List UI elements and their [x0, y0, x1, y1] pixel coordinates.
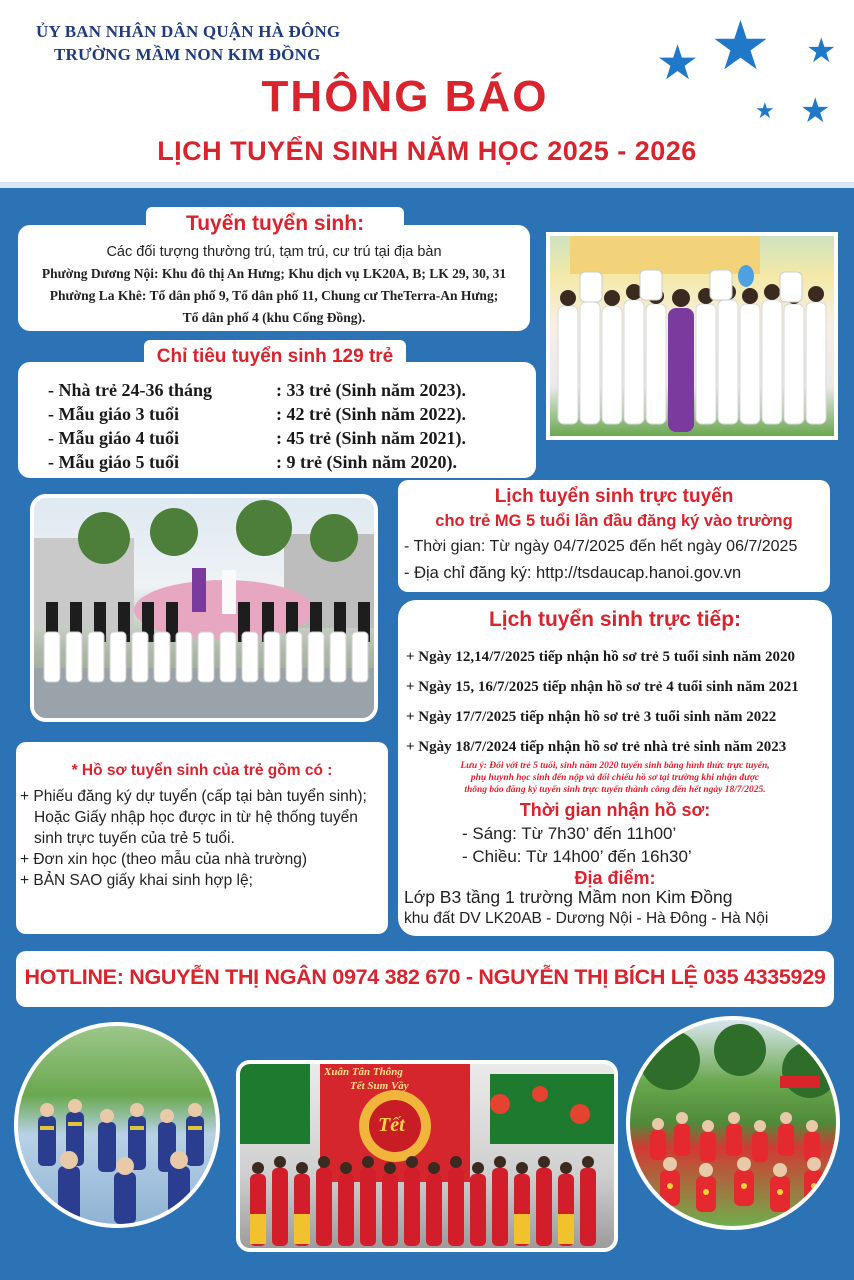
- org-line-2: TRƯỜNG MẦM NON KIM ĐỒNG: [54, 45, 321, 64]
- enrollment-line: Các đối tượng thường trú, tạm trú, cư trú tại địa bàn: [106, 244, 442, 260]
- page-title: THÔNG BÁO: [261, 72, 549, 121]
- documents-line: Hoặc Giấy nhập học được in từ hệ thống tuyển: [34, 809, 358, 826]
- documents-line: + Phiếu đăng ký dự tuyển (cấp tại bàn tuyển sinh);: [20, 788, 367, 805]
- direct-schedule-box: [398, 600, 832, 936]
- hotline-text: HOTLINE: NGUYỄN THỊ NGÂN 0974 382 670 - NGUYỄN THỊ BÍCH LỆ 035 4335929: [24, 965, 826, 989]
- online-address: - Địa chỉ đăng ký: http://tsdaucap.hanoi.gov.vn: [404, 564, 742, 582]
- direct-schedule-item: + Ngày 17/7/2025 tiếp nhận hồ sơ trẻ 3 tuổi sinh năm 2022: [406, 709, 777, 725]
- org-line-1: ỦY BAN NHÂN DÂN QUẬN HÀ ĐÔNG: [36, 22, 341, 41]
- enrollment-line: Phường La Khê: Tổ dân phố 9, Tổ dân phố 11, Chung cư TheTerra-An Hưng;: [49, 288, 499, 303]
- quota-row: - Mẫu giáo 3 tuổi : 42 trẻ (Sinh năm 2022).: [48, 404, 466, 424]
- enrollment-area-title: Tuyến tuyển sinh:: [146, 207, 404, 241]
- online-schedule-box: [398, 480, 830, 592]
- direct-schedule-item: + Ngày 15, 16/7/2025 tiếp nhận hồ sơ trẻ 4 tuổi sinh năm 2021: [406, 679, 799, 695]
- note-line: thông báo đăng ký tuyển sinh trực tuyến thành công đến hết ngày 18/7/2025.: [464, 785, 766, 795]
- graduation-photo: [30, 494, 378, 722]
- quota-row: - Mẫu giáo 5 tuổi : 9 trẻ (Sinh năm 2020).: [48, 452, 457, 472]
- star-icon: ★: [806, 32, 837, 70]
- star-icon: ★: [800, 92, 831, 130]
- location-title: Địa điểm:: [574, 868, 656, 888]
- documents-line: sinh trực tuyến của trẻ 5 tuổi.: [34, 830, 235, 847]
- online-time: - Thời gian: Từ ngày 04/7/2025 đến hết ngày 06/7/2025: [404, 538, 798, 555]
- header-banner: [0, 0, 854, 188]
- tet-celebration-photo: [236, 1060, 618, 1252]
- quota-row: - Nhà trẻ 24-36 tháng : 33 trẻ (Sinh năm 2023).: [48, 380, 466, 400]
- direct-schedule-item: + Ngày 12,14/7/2025 tiếp nhận hồ sơ trẻ 5 tuổi sinh năm 2020: [406, 649, 795, 665]
- hours-morning: - Sáng: Từ 7h30’ đến 11h00’: [462, 824, 677, 843]
- location-line-1: Lớp B3 tầng 1 trường Mầm non Kim Đồng: [404, 887, 733, 907]
- location-line-2: khu đất DV LK20AB - Dương Nội - Hà Đông - Hà Nội: [404, 910, 769, 927]
- hours-title: Thời gian nhận hồ sơ:: [519, 800, 711, 820]
- teachers-photo: [546, 232, 838, 440]
- banner-line-2: Tết Sum Vầy: [350, 1080, 409, 1092]
- enrollment-line: Phường Dương Nội: Khu đô thị An Hưng; Khu dịch vụ LK20A, B; LK 29, 30, 31: [41, 266, 507, 281]
- documents-title: * Hồ sơ tuyển sinh của trẻ gồm có :: [71, 762, 333, 779]
- enrollment-line: Tổ dân phố 4 (khu Cống Đồng).: [182, 310, 366, 325]
- hours-afternoon: - Chiều: Từ 14h00’ đến 16h30’: [462, 847, 692, 866]
- page-subtitle: LỊCH TUYỂN SINH NĂM HỌC 2025 - 2026: [157, 136, 697, 166]
- quota-title: Chỉ tiêu tuyển sinh 129 trẻ: [144, 340, 406, 374]
- star-icon: ★: [656, 37, 700, 90]
- direct-schedule-item: + Ngày 18/7/2024 tiếp nhận hồ sơ trẻ nhà trẻ sinh năm 2023: [406, 739, 787, 755]
- documents-line: + Đơn xin học (theo mẫu của nhà trường): [20, 851, 308, 868]
- star-icon: ★: [755, 98, 775, 123]
- banner-tet-text: Tết: [378, 1114, 405, 1136]
- documents-line: + BẢN SAO giấy khai sinh hợp lệ;: [20, 872, 253, 889]
- hotline-bar: [16, 951, 834, 1007]
- online-schedule-subtitle: cho trẻ MG 5 tuổi lần đầu đăng ký vào trường: [435, 512, 793, 530]
- banner-line-1: Xuân Tân Thông: [324, 1066, 403, 1078]
- quota-box: [18, 362, 536, 478]
- quota-row: - Mẫu giáo 4 tuổi : 45 trẻ (Sinh năm 2021).: [48, 428, 466, 448]
- direct-schedule-title: Lịch tuyển sinh trực tiếp:: [488, 608, 742, 631]
- kids-activity-photo-right: [626, 1016, 840, 1230]
- kids-activity-photo-left: [14, 1022, 220, 1228]
- online-schedule-title: Lịch tuyển sinh trực tuyến: [494, 486, 734, 507]
- note-line: Lưu ý: Đối với trẻ 5 tuổi, sinh năm 2020 tuyển sinh bằng hình thức trực tuyến,: [460, 761, 770, 771]
- star-icon: ★: [710, 8, 771, 84]
- note-line: phụ huynh học sinh đến nộp và đối chiếu hồ sơ tại trường khi nhận được: [470, 773, 760, 783]
- documents-box: [16, 742, 388, 934]
